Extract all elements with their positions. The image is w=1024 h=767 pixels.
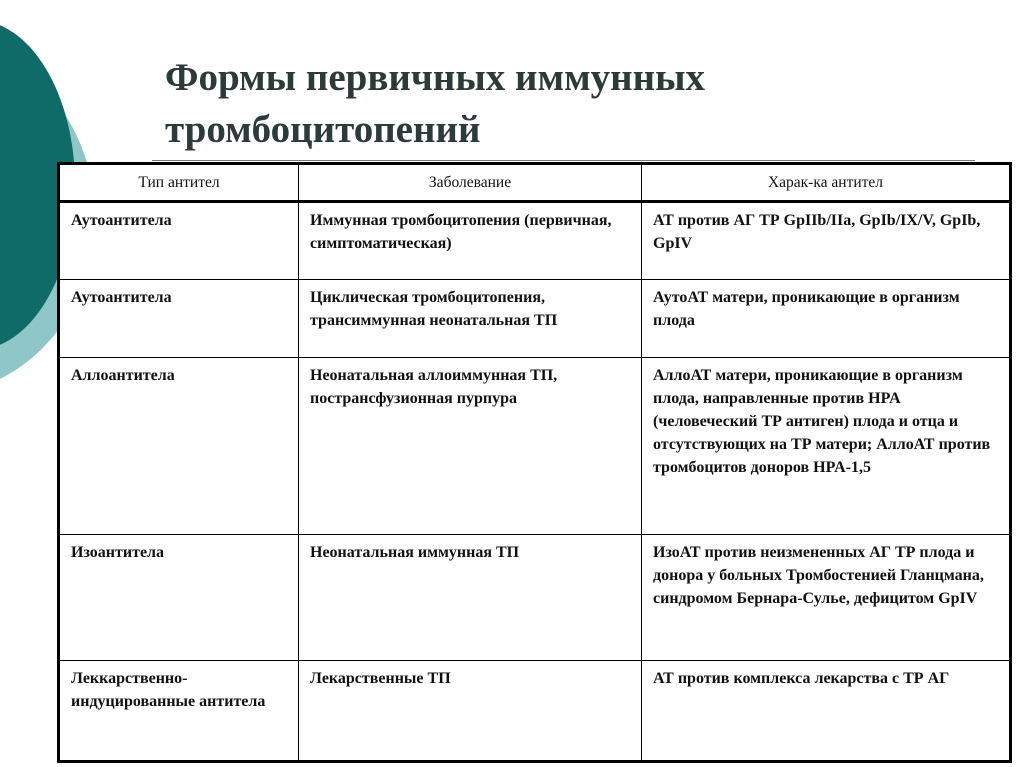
cell-characteristics: АТ против АГ ТР GpIIb/IIa, GpIb/IX/V, GpIb, GpIV [642,202,1011,280]
table-row [59,358,1011,535]
header-antibody-type: Тип антител [59,164,299,202]
table-row [59,202,1011,280]
table-row [59,661,1011,762]
cell-characteristics: АутоАТ матери, проникающие в организм плода [642,280,1011,358]
cell-disease: Неонатальная иммунная ТП [299,535,642,661]
cell-characteristics: ИзоАТ против неизмененных АГ ТР плода и донора у больных Тромбостенией Гланцмана, синдромом Бернара-Сулье, дефицитом GpIV [642,535,1011,661]
cell-disease: Иммунная тромбоцитопения (первичная, симптоматическая) [299,202,642,280]
slide-title [165,52,965,156]
cell-characteristics: АллоАТ матери, проникающие в организм плода, направленные против HPA (человеческий ТР антиген) плода и отца и отсутствующих на ТР матери; АллоАТ против тромбоцитов доноров HPA-1,5 [642,358,1011,535]
cell-disease: Неонатальная аллоиммунная ТП, пострансфузионная пурпура [299,358,642,535]
table-row [59,535,1011,661]
title-line-1: Формы первичных иммунных [165,56,706,99]
cell-antibody-type: Леккарственно-индуцированные антитела [59,661,299,762]
cell-disease: Циклическая тромбоцитопения, трансиммунная неонатальная ТП [299,280,642,358]
header-disease: Заболевание [299,164,642,202]
table-row [59,280,1011,358]
table-header-row [59,164,1011,202]
title-divider [152,160,975,161]
cell-characteristics: АТ против комплекса лекарства с ТР АГ [642,661,1011,762]
antibody-table [57,162,1012,763]
cell-antibody-type: Аллоантитела [59,358,299,535]
cell-antibody-type: Аутоантитела [59,280,299,358]
cell-antibody-type: Изоантитела [59,535,299,661]
table-container [57,162,1009,763]
title-line-2: тромбоцитопений [165,108,481,151]
cell-antibody-type: Аутоантитела [59,202,299,280]
cell-disease: Лекарственные ТП [299,661,642,762]
header-characteristics: Харак-ка антител [642,164,1011,202]
